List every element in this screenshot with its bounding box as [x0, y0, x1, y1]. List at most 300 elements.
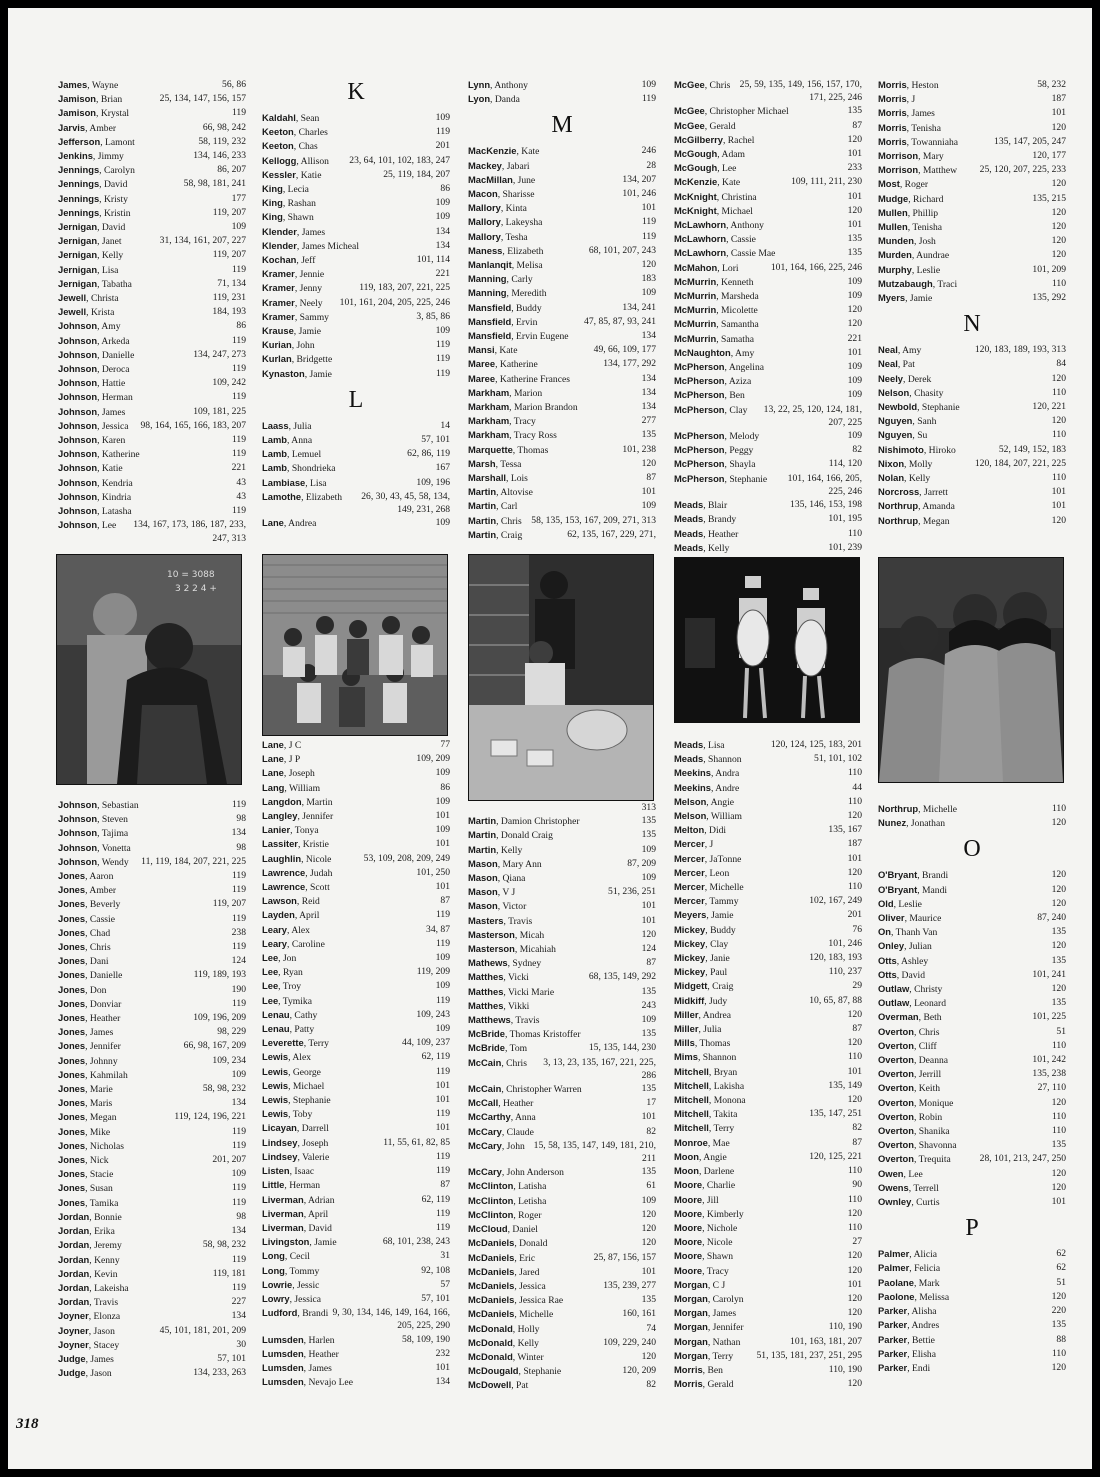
entry-first-name: Joseph: [288, 768, 315, 780]
entry-pages: 119: [231, 912, 246, 924]
entry-pages: 101: [847, 852, 862, 864]
entry-first-name: Kenny: [94, 1254, 120, 1266]
entry-last-name: Mudge: [878, 192, 909, 204]
entry-pages: 101: [641, 202, 656, 214]
entry-name: Kaldahl, Sean: [262, 112, 320, 124]
entry-pages: 101: [1051, 107, 1066, 119]
entry-name: Ludford, Brandi: [262, 1307, 329, 1320]
entry-pages: 101: [847, 1065, 862, 1077]
entry-last-name: Mansfield: [468, 301, 512, 313]
entry-last-name: O'Bryant: [878, 869, 918, 881]
index-entry: [58, 92, 246, 106]
entry-pages: 190: [231, 983, 246, 995]
entry-last-name: Krause: [262, 325, 294, 337]
index-entry: [674, 403, 862, 429]
entry-pages: 98, 229: [217, 1026, 246, 1038]
index-entry: [674, 204, 862, 218]
entry-name: Jernigan, Janet: [58, 235, 122, 248]
entry-last-name: Masters: [468, 914, 504, 926]
entry-name: Moore, Shawn: [674, 1250, 734, 1263]
entry-first-name: Jared: [519, 1266, 540, 1278]
entry-last-name: Leary: [262, 923, 288, 935]
entry-name: Jones, Donviar: [58, 997, 122, 1010]
entry-pages: 3, 85, 86: [416, 310, 450, 322]
index-entry: [468, 386, 656, 400]
entry-last-name: Manlanqit: [468, 259, 512, 271]
entry-first-name: Buddy: [710, 924, 736, 936]
entry-first-name: Herman: [101, 392, 133, 404]
entry-first-name: Marsheda: [720, 291, 759, 303]
index-entry: [58, 149, 246, 163]
entry-name: Jennings, Kristin: [58, 206, 131, 219]
entry-first-name: Rashan: [287, 198, 316, 210]
entry-first-name: Christy: [914, 984, 943, 996]
entry-first-name: Tom: [509, 1043, 528, 1055]
entry-first-name: Amanda: [922, 501, 955, 513]
entry-pages: 110: [847, 1165, 862, 1177]
entry-name: Martin, Chris: [468, 514, 522, 527]
index-entry: [262, 239, 450, 253]
entry-last-name: O'Bryant: [878, 883, 918, 895]
entry-pages: 135, 292: [1032, 292, 1066, 304]
index-entry: [878, 92, 1066, 106]
entry-first-name: Andra: [715, 768, 740, 780]
entry-last-name: MacKenzie: [468, 145, 517, 157]
index-entry: [468, 514, 656, 528]
entry-pages: 109: [231, 221, 246, 233]
entry-name: Masterson, Micah: [468, 928, 545, 941]
entry-last-name: Lee: [262, 966, 279, 978]
entry-first-name: Mary: [922, 151, 944, 163]
index-entry: [878, 1010, 1066, 1024]
index-entry: [58, 277, 246, 291]
entry-name: Lynn, Anthony: [468, 79, 528, 91]
entry-pages: 58, 98, 232: [202, 1083, 246, 1095]
entry-name: McCary, John: [468, 1139, 525, 1152]
entry-pages: 119, 124, 196, 221: [174, 1111, 246, 1123]
index-entry: [674, 1121, 862, 1135]
entry-name: Johnson, Arkeda: [58, 334, 130, 347]
entry-last-name: McMurrin: [674, 332, 717, 344]
index-entry: [58, 78, 246, 92]
entry-last-name: Mullen: [878, 206, 908, 218]
index-entry: [878, 1025, 1066, 1039]
entry-pages: 45, 101, 181, 201, 209: [159, 1324, 246, 1336]
index-entry: [262, 1264, 450, 1278]
entry-pages: 134: [435, 1376, 450, 1388]
index-entry: [674, 1278, 862, 1292]
entry-last-name: Johnson: [58, 334, 98, 346]
entry-first-name: Lisa: [707, 740, 725, 751]
page-number: 318: [16, 1416, 39, 1432]
entry-first-name: Lakeysha: [505, 217, 543, 229]
index-entry: [468, 1194, 656, 1208]
index-entry: [878, 386, 1066, 400]
entry-last-name: Johnson: [58, 448, 98, 460]
index-entry: [262, 476, 450, 490]
entry-pages: 109: [641, 843, 656, 855]
entry-last-name: Jordan: [58, 1267, 90, 1279]
index-entry: [262, 965, 450, 979]
entry-name: Mansfield, Ervin: [468, 315, 538, 328]
entry-pages: 87, 240: [1037, 912, 1066, 924]
entry-last-name: Mitchell: [674, 1065, 709, 1077]
entry-pages: 101, 195: [828, 513, 862, 525]
entry-first-name: Kenneth: [720, 276, 754, 288]
entry-last-name: Johnson: [58, 434, 98, 446]
index-entry: [674, 104, 862, 118]
entry-first-name: Ben: [729, 390, 745, 402]
index-entry: [58, 1267, 246, 1281]
entry-name: McCary, Claude: [468, 1125, 534, 1138]
index-entry: [878, 357, 1066, 371]
photo-classroom-cooking: [468, 554, 654, 801]
entry-first-name: Traci: [937, 278, 958, 290]
index-entry: [468, 201, 656, 215]
section-letter-l: L: [348, 386, 364, 413]
entry-name: McDowell, Pat: [468, 1379, 529, 1392]
entry-first-name: Lakisha: [713, 1080, 745, 1092]
entry-first-name: Lisa: [310, 477, 327, 489]
entry-last-name: Johnson: [58, 476, 98, 488]
index-entry: [58, 812, 246, 826]
entry-name: Mitchell, Monona: [674, 1094, 746, 1107]
index-entry: [262, 433, 450, 447]
entry-name: Meads, Lisa: [674, 739, 725, 751]
entry-name: Overton, Jerrill: [878, 1068, 942, 1081]
index-entry: [674, 880, 862, 894]
entry-pages: 58, 98, 232: [202, 1239, 246, 1251]
entry-pages: 58, 119, 232: [198, 135, 246, 147]
entry-pages: 187: [1051, 93, 1066, 105]
entry-name: Markham, Marion: [468, 386, 543, 399]
entry-last-name: Markham: [468, 401, 510, 413]
entry-pages: 135, 215: [1032, 192, 1066, 204]
entry-first-name: Dani: [89, 956, 109, 968]
entry-first-name: Deroca: [101, 364, 130, 376]
entry-name: McMurrin, Marsheda: [674, 290, 759, 303]
entry-first-name: Monona: [713, 1095, 746, 1107]
entry-first-name: Tesha: [505, 231, 528, 243]
entry-pages: 120: [641, 928, 656, 940]
entry-last-name: Palmer: [878, 1262, 910, 1274]
entry-last-name: Neal: [878, 358, 898, 370]
entry-pages: 109, 242: [212, 377, 246, 389]
entry-first-name: Nathan: [712, 1336, 741, 1348]
index-entry: [674, 317, 862, 331]
entry-name: Mason, Qiana: [468, 872, 526, 885]
index-entry: [58, 419, 246, 433]
entry-pages: 98: [236, 841, 246, 853]
entry-last-name: McDonald: [468, 1322, 513, 1334]
entry-pages: 221: [231, 462, 246, 474]
entry-name: Martin, Carl: [468, 500, 518, 513]
entry-pages: 135, 149: [828, 1079, 862, 1091]
entry-last-name: King: [262, 183, 283, 195]
entry-first-name: Molly: [908, 458, 933, 470]
entry-name: McCarthy, Anna: [468, 1111, 536, 1124]
index-entry: [674, 161, 862, 175]
entry-last-name: Leverette: [262, 1037, 304, 1049]
entry-name: Judge, James: [58, 1352, 114, 1365]
entry-first-name: Ben: [707, 1364, 723, 1376]
entry-name: Overton, Shavonna: [878, 1139, 957, 1152]
entry-last-name: Lenau: [262, 1008, 290, 1020]
index-entry: [262, 894, 450, 908]
entry-last-name: Moore: [674, 1250, 703, 1262]
entry-last-name: Mallory: [468, 230, 501, 242]
entry-last-name: Laughlin: [262, 852, 302, 864]
index-entry: [468, 414, 656, 428]
entry-pages: 62, 119: [421, 1051, 450, 1063]
entry-pages: 101: [847, 190, 862, 202]
entry-name: Mercer, Tammy: [674, 895, 739, 908]
entry-last-name: Martin: [468, 815, 497, 827]
entry-pages: 135: [1051, 1319, 1066, 1331]
entry-last-name: Lewis: [262, 1065, 289, 1077]
entry-pages: 120: [1051, 817, 1066, 829]
entry-pages: 109: [231, 1168, 246, 1180]
index-entry: [674, 823, 862, 837]
entry-pages: 98: [236, 813, 246, 825]
index-entry: [58, 1224, 246, 1238]
index-entry: [262, 267, 450, 281]
index-entry: [58, 163, 246, 177]
entry-pages: 119: [231, 263, 246, 275]
index-entry: [878, 471, 1066, 485]
entry-last-name: McCary: [468, 1139, 502, 1151]
entry-last-name: Jones: [58, 1125, 86, 1137]
index-entry: [468, 1265, 656, 1279]
entry-name: Leverette, Terry: [262, 1037, 329, 1050]
entry-first-name: Lois: [510, 473, 528, 485]
entry-pages: 25, 59, 135, 149, 156, 157, 170, 171, 225, 246: [739, 79, 862, 104]
entry-name: Morrison, Mary: [878, 150, 944, 163]
entry-last-name: Nixon: [878, 457, 905, 469]
index-entry: [262, 979, 450, 993]
entry-first-name: Daniel: [512, 1224, 538, 1236]
entry-first-name: Johnny: [89, 1055, 118, 1067]
entry-pages: 110: [847, 527, 862, 539]
entry-pages: 120: [1051, 1181, 1066, 1193]
index-entry: [468, 286, 656, 300]
entry-pages: 27: [852, 1236, 862, 1248]
entry-pages: 109, 181, 225: [193, 405, 246, 417]
index-entry: [262, 447, 450, 461]
index-entry: [262, 196, 450, 210]
entry-name: Martin, Damion Christopher: [468, 815, 580, 828]
entry-last-name: McPherson: [674, 403, 725, 415]
entry-last-name: McDaniels: [468, 1265, 515, 1277]
index-entry: [878, 911, 1066, 925]
entry-pages: 14: [440, 419, 450, 431]
entry-last-name: Mickey: [674, 937, 706, 949]
entry-pages: 29: [852, 980, 862, 992]
entry-name: Liverman, April: [262, 1207, 329, 1220]
entry-first-name: Tommy: [289, 1265, 320, 1277]
index-entry: [262, 823, 450, 837]
entry-pages: 101: [435, 881, 450, 893]
index-entry: [674, 1036, 862, 1050]
index-entry: [262, 1375, 450, 1389]
entry-pages: 135: [641, 429, 656, 441]
index-entry: [468, 92, 656, 106]
entry-last-name: Moore: [674, 1221, 703, 1233]
entry-first-name: Michelle: [709, 882, 744, 894]
entry-first-name: Shannon: [707, 754, 742, 766]
entry-pages: 43: [236, 476, 246, 488]
entry-name: McKnight, Christina: [674, 190, 757, 203]
index-entry: [58, 1196, 246, 1210]
index-entry: [468, 443, 656, 457]
entry-name: Johnson, Katherine: [58, 448, 140, 461]
entry-name: Marsh, Tessa: [468, 457, 522, 470]
index-entry: [674, 1079, 862, 1093]
entry-last-name: Outlaw: [878, 983, 910, 995]
entry-last-name: Lane: [262, 767, 284, 779]
entry-name: Martin, Kelly: [468, 843, 523, 856]
index-entry: [468, 528, 656, 542]
index-entry: [878, 883, 1066, 897]
entry-last-name: Kellogg: [262, 154, 297, 166]
entry-first-name: Tenisha: [912, 222, 943, 234]
entry-pages: 134, 146, 233: [193, 150, 246, 162]
entry-first-name: Scott: [310, 882, 330, 894]
entry-last-name: Overton: [878, 1096, 914, 1108]
entry-first-name: Andrea: [288, 518, 317, 530]
index-entry: [674, 289, 862, 303]
entry-first-name: Andres: [911, 1320, 940, 1332]
index-entry: [878, 1347, 1066, 1361]
entry-name: Johnson, Danielle: [58, 348, 135, 361]
entry-first-name: Julia: [293, 420, 312, 432]
entry-name: Owen, Lee: [878, 1167, 923, 1180]
entry-pages: 9, 30, 134, 146, 149, 164, 166, 205, 225, 290: [332, 1307, 450, 1332]
entry-first-name: Micahiah: [519, 944, 556, 956]
entry-name: Overton, Trequita: [878, 1153, 951, 1166]
entry-last-name: Morris: [878, 107, 907, 119]
entry-first-name: Arkeda: [101, 335, 130, 347]
entry-last-name: Morris: [878, 121, 907, 133]
index-entry: [262, 951, 450, 965]
index-entry: [878, 1039, 1066, 1053]
entry-pages: 109, 229, 240: [603, 1336, 656, 1348]
entry-name: Jordan, Lakeisha: [58, 1281, 129, 1294]
index-entry: [262, 852, 450, 866]
entry-pages: 220: [1051, 1305, 1066, 1317]
entry-first-name: Jenny: [299, 283, 323, 295]
entry-name: McCall, Heather: [468, 1097, 534, 1110]
entry-pages: 86: [440, 781, 450, 793]
entry-name: Martin, Donald Craig: [468, 829, 553, 842]
entry-name: Klender, James Micheal: [262, 239, 359, 252]
entry-last-name: McPherson: [674, 375, 725, 387]
index-entry: [674, 1320, 862, 1334]
entry-name: Moore, Kimberly: [674, 1207, 744, 1220]
entry-first-name: Kahmilah: [89, 1069, 128, 1081]
entry-last-name: Meads: [674, 513, 704, 525]
entry-last-name: Lamb: [262, 448, 288, 460]
entry-pages: 120, 221: [1032, 401, 1066, 413]
entry-name: Jennings, Carolyn: [58, 164, 135, 177]
index-entry: [58, 220, 246, 234]
entry-name: Mitchell, Bryan: [674, 1065, 738, 1078]
entry-name: McKnight, Michael: [674, 204, 753, 217]
entry-first-name: Lee: [722, 163, 737, 175]
entry-pages: 110: [847, 1193, 862, 1205]
entry-name: Melson, Angie: [674, 795, 735, 808]
entry-last-name: McCain: [468, 1056, 502, 1068]
entry-name: Jordan, Erika: [58, 1225, 115, 1238]
entry-first-name: Alicia: [913, 1249, 938, 1261]
entry-first-name: Kristie: [302, 839, 329, 851]
entry-name: Lumsden, James: [262, 1361, 332, 1374]
index-entry: [468, 1082, 656, 1096]
entry-last-name: McMurrin: [674, 275, 717, 287]
entry-first-name: Aaron: [89, 871, 114, 883]
entry-first-name: James: [301, 226, 326, 238]
index-column-2-top: [262, 73, 450, 530]
index-entry: [58, 926, 246, 940]
entry-name: Maree, Katherine: [468, 358, 538, 371]
entry-last-name: Macon: [468, 188, 498, 200]
entry-first-name: Marie: [89, 1084, 113, 1096]
index-entry: [878, 78, 1066, 92]
entry-first-name: Amber: [89, 885, 117, 897]
entry-first-name: Sanh: [917, 416, 937, 428]
entry-first-name: Ervin Eugene: [516, 331, 569, 343]
entry-name: Mitchell, Lakisha: [674, 1079, 745, 1092]
entry-pages: 88: [1056, 1333, 1066, 1345]
entry-last-name: Lenau: [262, 1023, 290, 1035]
entry-last-name: Palmer: [878, 1248, 910, 1260]
entry-last-name: Kaldahl: [262, 112, 296, 123]
entry-last-name: Jones: [58, 1154, 86, 1166]
entry-first-name: Donald: [519, 1238, 548, 1250]
entry-pages: 109: [847, 361, 862, 373]
entry-last-name: Parker: [878, 1319, 908, 1331]
entry-name: Johnson, Hattie: [58, 377, 126, 390]
entry-last-name: Neal: [878, 344, 898, 356]
entry-name: Johnson, Steven: [58, 813, 128, 826]
entry-name: Nelson, Chasity: [878, 386, 944, 399]
entry-first-name: Stephanie: [292, 1095, 331, 1107]
entry-pages: 119, 207: [212, 898, 246, 910]
entry-last-name: Matthes: [468, 971, 504, 983]
entry-first-name: Peggy: [729, 445, 754, 457]
index-entry: [262, 880, 450, 894]
entry-name: Lawrence, Scott: [262, 881, 330, 894]
entry-name: Mansi, Kate: [468, 344, 518, 357]
entry-first-name: Toby: [292, 1109, 313, 1121]
entry-name: Northrup, Michelle: [878, 803, 958, 815]
entry-first-name: Shavonna: [918, 1140, 957, 1152]
entry-last-name: Mercer: [674, 866, 705, 878]
entry-pages: 25, 120, 207, 225, 233: [979, 164, 1066, 176]
entry-first-name: John: [506, 1140, 525, 1152]
entry-last-name: McDaniels: [468, 1237, 515, 1249]
entry-first-name: Adam: [721, 149, 745, 161]
entry-last-name: Masterson: [468, 943, 515, 955]
entry-first-name: Brandi: [922, 870, 949, 882]
entry-last-name: Ludford: [262, 1307, 298, 1319]
entry-pages: 110, 190: [828, 1321, 862, 1333]
entry-pages: 101, 241: [1032, 968, 1066, 980]
entry-pages: 119: [231, 884, 246, 896]
entry-first-name: John: [296, 340, 315, 352]
index-entry: [58, 518, 246, 544]
entry-pages: 183: [641, 273, 656, 285]
